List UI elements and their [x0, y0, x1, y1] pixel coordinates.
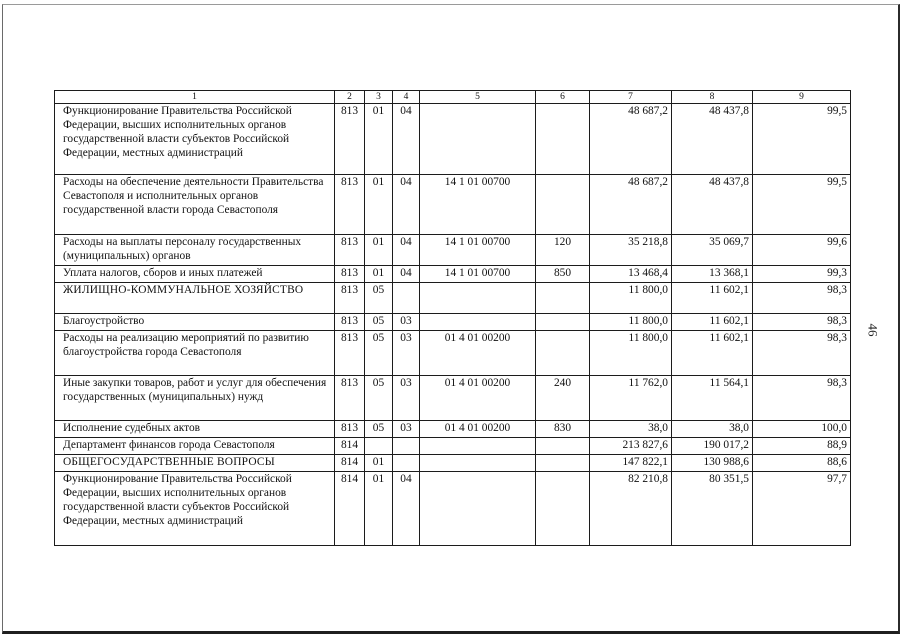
row-code-3: 05	[365, 421, 393, 438]
row-code-3: 01	[365, 235, 393, 266]
row-value-9: 98,3	[753, 283, 851, 314]
row-value-9: 97,7	[753, 472, 851, 546]
row-value-9: 98,3	[753, 314, 851, 331]
row-code-2: 814	[335, 438, 365, 455]
table-header-cell: 5	[420, 91, 536, 104]
row-code-2: 813	[335, 331, 365, 376]
table-row	[55, 455, 851, 472]
row-code-6	[536, 331, 590, 376]
budget-table	[54, 90, 851, 546]
row-code-2: 814	[335, 472, 365, 546]
table-header-cell: 9	[753, 91, 851, 104]
row-code-5: 01 4 01 00200	[420, 376, 536, 421]
row-code-6	[536, 104, 590, 175]
row-value-8: 48 437,8	[672, 104, 753, 175]
row-name: Расходы на обеспечение деятельности Правительства Севастополя и исполнительных органов государственной власти города Севастополя	[55, 175, 335, 235]
row-name: Расходы на реализацию мероприятий по развитию благоустройства города Севастополя	[55, 331, 335, 376]
row-code-6: 830	[536, 421, 590, 438]
table-header-cell: 4	[393, 91, 420, 104]
row-code-6	[536, 175, 590, 235]
row-value-8: 11 602,1	[672, 331, 753, 376]
row-name: Расходы на выплаты персоналу государственных (муниципальных) органов	[55, 235, 335, 266]
row-code-4: 04	[393, 104, 420, 175]
row-code-2: 813	[335, 314, 365, 331]
row-value-7: 35 218,8	[590, 235, 672, 266]
table-row	[55, 175, 851, 235]
row-code-2: 813	[335, 376, 365, 421]
row-name: Функционирование Правительства Российской Федерации, высших исполнительных органов государственной власти субъектов Российской Федерации, местных администраций	[55, 104, 335, 175]
table-header-cell: 1	[55, 91, 335, 104]
row-value-8: 38,0	[672, 421, 753, 438]
table-row	[55, 283, 851, 314]
row-value-9: 99,6	[753, 235, 851, 266]
row-code-6	[536, 283, 590, 314]
row-name: ОБЩЕГОСУДАРСТВЕННЫЕ ВОПРОСЫ	[55, 455, 335, 472]
row-code-2: 813	[335, 104, 365, 175]
page-number: 46	[865, 323, 881, 337]
row-code-2: 813	[335, 421, 365, 438]
table-row	[55, 331, 851, 376]
row-value-7: 13 468,4	[590, 266, 672, 283]
row-code-3: 05	[365, 314, 393, 331]
table-row	[55, 438, 851, 455]
row-value-8: 80 351,5	[672, 472, 753, 546]
row-value-7: 11 762,0	[590, 376, 672, 421]
row-code-6	[536, 472, 590, 546]
row-name: ЖИЛИЩНО-КОММУНАЛЬНОЕ ХОЗЯЙСТВО	[55, 283, 335, 314]
row-value-8: 13 368,1	[672, 266, 753, 283]
table-header-cell: 6	[536, 91, 590, 104]
row-code-3: 05	[365, 331, 393, 376]
row-value-8: 190 017,2	[672, 438, 753, 455]
row-code-4: 04	[393, 235, 420, 266]
table-header-cell: 2	[335, 91, 365, 104]
row-value-8: 35 069,7	[672, 235, 753, 266]
row-value-9: 98,3	[753, 376, 851, 421]
table-row	[55, 421, 851, 438]
row-name: Иные закупки товаров, работ и услуг для обеспечения государственных (муниципальных) нужд	[55, 376, 335, 421]
row-code-3: 01	[365, 455, 393, 472]
row-code-5: 01 4 01 00200	[420, 421, 536, 438]
row-code-3: 01	[365, 472, 393, 546]
table-row	[55, 235, 851, 266]
row-code-6	[536, 455, 590, 472]
table-row	[55, 266, 851, 283]
row-code-2: 813	[335, 235, 365, 266]
row-value-8: 11 564,1	[672, 376, 753, 421]
row-value-8: 11 602,1	[672, 283, 753, 314]
row-code-3	[365, 438, 393, 455]
row-value-7: 48 687,2	[590, 175, 672, 235]
row-code-4: 03	[393, 376, 420, 421]
row-code-4: 04	[393, 266, 420, 283]
row-value-9: 99,3	[753, 266, 851, 283]
row-value-7: 48 687,2	[590, 104, 672, 175]
row-value-7: 38,0	[590, 421, 672, 438]
row-code-3: 01	[365, 266, 393, 283]
row-code-4: 03	[393, 331, 420, 376]
row-code-6	[536, 438, 590, 455]
row-name: Благоустройство	[55, 314, 335, 331]
row-name: Уплата налогов, сборов и иных платежей	[55, 266, 335, 283]
row-code-5	[420, 438, 536, 455]
row-name: Исполнение судебных актов	[55, 421, 335, 438]
table-row	[55, 472, 851, 546]
row-code-4: 03	[393, 314, 420, 331]
row-code-4	[393, 438, 420, 455]
row-code-2: 813	[335, 283, 365, 314]
row-code-5	[420, 314, 536, 331]
row-value-9: 100,0	[753, 421, 851, 438]
row-code-4: 03	[393, 421, 420, 438]
row-value-9: 99,5	[753, 104, 851, 175]
row-code-5	[420, 455, 536, 472]
row-value-8: 11 602,1	[672, 314, 753, 331]
row-value-8: 48 437,8	[672, 175, 753, 235]
row-value-9: 88,6	[753, 455, 851, 472]
row-value-7: 11 800,0	[590, 314, 672, 331]
row-code-4: 04	[393, 472, 420, 546]
table-row	[55, 314, 851, 331]
table-header-cell: 7	[590, 91, 672, 104]
table-header-cell: 8	[672, 91, 753, 104]
row-value-8: 130 988,6	[672, 455, 753, 472]
row-code-3: 05	[365, 376, 393, 421]
row-code-6	[536, 314, 590, 331]
row-value-7: 11 800,0	[590, 283, 672, 314]
table-row	[55, 376, 851, 421]
row-code-5	[420, 283, 536, 314]
table-header-cell: 3	[365, 91, 393, 104]
row-value-7: 11 800,0	[590, 331, 672, 376]
row-code-3: 01	[365, 104, 393, 175]
row-code-2: 813	[335, 266, 365, 283]
row-code-6: 850	[536, 266, 590, 283]
row-name: Департамент финансов города Севастополя	[55, 438, 335, 455]
row-code-6: 120	[536, 235, 590, 266]
row-value-7: 213 827,6	[590, 438, 672, 455]
table-header-row	[55, 91, 851, 104]
row-value-9: 99,5	[753, 175, 851, 235]
row-code-4	[393, 455, 420, 472]
row-value-7: 82 210,8	[590, 472, 672, 546]
row-code-3: 01	[365, 175, 393, 235]
row-name: Функционирование Правительства Российской Федерации, высших исполнительных органов государственной власти субъектов Российской Федерации, местных администраций	[55, 472, 335, 546]
row-code-6: 240	[536, 376, 590, 421]
row-code-3: 05	[365, 283, 393, 314]
row-code-4: 04	[393, 175, 420, 235]
row-code-5	[420, 472, 536, 546]
row-value-7: 147 822,1	[590, 455, 672, 472]
row-value-9: 98,3	[753, 331, 851, 376]
row-code-5	[420, 104, 536, 175]
row-code-5: 14 1 01 00700	[420, 266, 536, 283]
row-code-4	[393, 283, 420, 314]
row-code-2: 813	[335, 175, 365, 235]
table-row	[55, 104, 851, 175]
row-code-2: 814	[335, 455, 365, 472]
row-value-9: 88,9	[753, 438, 851, 455]
row-code-5: 14 1 01 00700	[420, 175, 536, 235]
row-code-5: 14 1 01 00700	[420, 235, 536, 266]
row-code-5: 01 4 01 00200	[420, 331, 536, 376]
